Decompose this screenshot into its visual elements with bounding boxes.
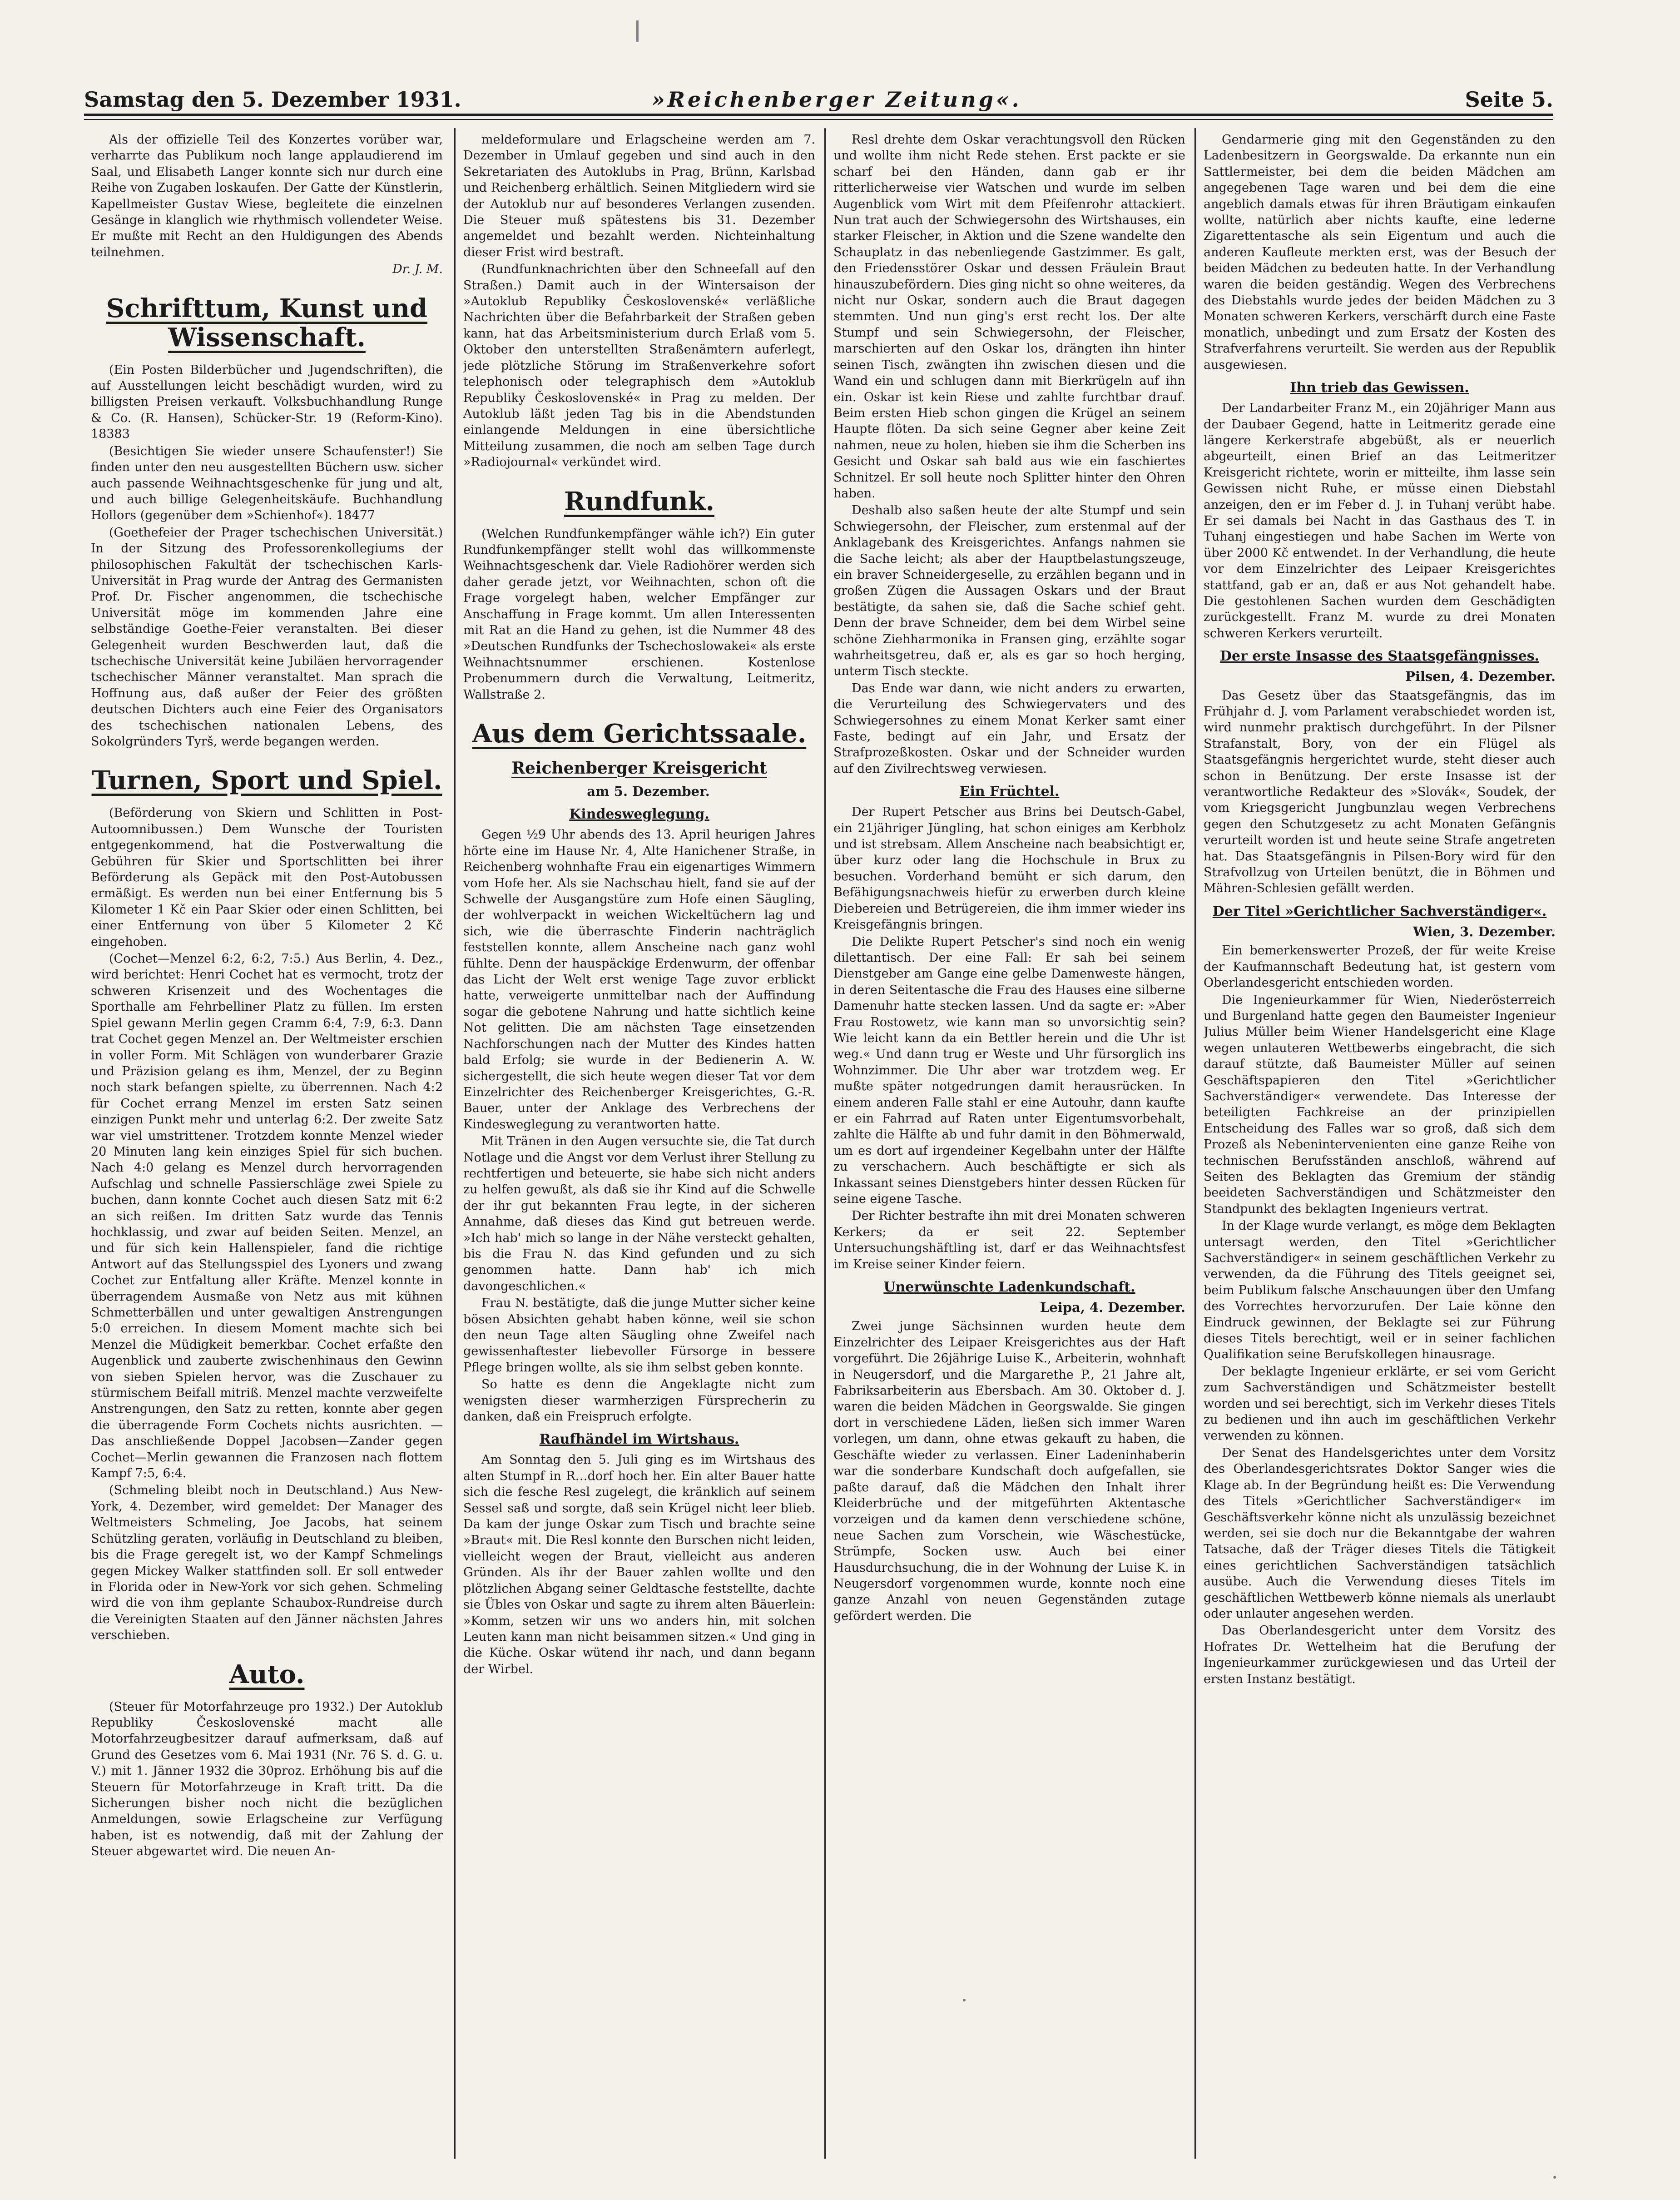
masthead-date: Samstag den 5. Dezember 1931. <box>84 87 461 112</box>
article-paragraph: meldeformulare und Erlagscheine werden am 7. Dezember in Umlauf gegeben und sind auch in den Sekretariaten des Autoklubs in Prag, Brünn, Karlsbad und Reichenberg erhältlich. Seinen Mitgliedern wird sie der Autoklub nur auf besonderes Verlangen zusenden. Die Steuer muß spätestens bis 31. Dezember angemeldet und bezahlt werden. Nichteinhaltung dieser Frist wird bestraft. <box>463 133 815 259</box>
dateline: Wien, 3. Dezember. <box>1413 924 1556 939</box>
article-paragraph: (Beförderung von Skiern und Schlitten in Post-Autoomnibussen.) Dem Wunsche der Touristen entgegenkommend, hat die Postverwaltung die Gebühren für Skier und Sportschlitten bei ihrer Beförderung als Gepäck mit den Post-Autobussen ermäßigt. Es werden nun bei einer Entfernung bis 5 Kilometer 1 Kč ein Paar Skier oder einen Schlitten, bei einer Entfernung von über 5 Kilometer 2 Kč eingehoben. <box>91 806 443 949</box>
scan-speck <box>963 1999 966 2001</box>
article-paragraph: Frau N. bestätigte, daß die junge Mutter sicher keine bösen Absichten gehabt haben könne, weil sie schon den neun Tage alten Säugling ohne Zweifel nach gewissenhaftester liebevoller Fürsorge in bessere Pflege bringen wollte, als sie ihm selbst geben konnte. <box>463 1296 815 1375</box>
article-paragraph: Gendarmerie ging mit den Gegenständen zu den Ladenbesitzern in Georgswalde. Da erkannte nun ein Sattlermeister, bei dem die beiden Mädchen am angegebenen Tage waren und bei dem die eine angeblich damals etwas für ihren Bräutigam einkaufen wollte, natürlich aber nichts kaufte, eine lederne Zigarettentasche als sein Eigentum und auch die anderen Kaufleute merkten erst, was der Besuch der beiden Mädchen zu bedeuten hatte. In der Verhandlung waren die beiden geständig. Wegen des Verbrechens des Diebstahls wurde jedes der beiden Mädchen zu 3 Monaten schweren Kerkers, verschärft durch eine Faste monatlich, unbedingt und zum Ersatz der Kosten des Strafverfahrens verurteilt. Sie werden aus der Republik ausgewiesen. <box>1204 133 1556 372</box>
section-heading-turnen: Turnen, Sport und Spiel. <box>91 765 442 796</box>
article-heading-raufhaendel: Raufhändel im Wirtshaus. <box>539 1431 739 1448</box>
section-heading-gericht: Aus dem Gerichtssaale. <box>472 719 807 749</box>
article-heading-fruechtl: Ein Früchtel. <box>959 784 1060 800</box>
article-paragraph: Der beklagte Ingenieur erklärte, er sei vom Gericht zum Sachverständigen und Schätzmeister bestellt worden und sei berechtigt, sich im Verkehr dieses Titels zu bedienen und ihn auch im geschäftlichen Verkehr verwenden zu können. <box>1204 1364 1556 1443</box>
article-paragraph: (Cochet—Menzel 6:2, 6:2, 7:5.) Aus Berlin, 4. Dez., wird berichtet: Henri Cochet hat es vermocht, trotz der schweren Krisenzeit und des Wochentages die Sporthalle am Fehrbelliner Platz zu füllen. Im ersten Spiel gewann Merlin gegen Cramm 6:4, 7:9, 6:3. Dann trat Cochet gegen Menzel an. Der Weltmeister erschien in voller Form. Mit Schlägen von wunderbarer Grazie und Präzision gelang es ihm, Menzel, der zu Beginn noch stark befangen spielte, zu überrennen. Nach 4:2 für Cochet errang Menzel im ersten Satz seinen einzigen Punkt mehr und unterlag 6:2. Der zweite Satz war viel umstrittener. Trotzdem konnte Menzel wieder 20 Minuten lang kein einziges Spiel für sich buchen. Nach 4:0 gelang es Menzel durch hervorragenden Aufschlag und schnelle Passierschläge zwei Spiele zu buchen, dann konnte Cochet auch diesen Satz mit 6:2 an sich reißen. Im dritten Satz wurde das Tennis hochklassig, und zwar auf beiden Seiten. Menzel, an und für sich kein Hallenspieler, fand die richtige Antwort auf das Stellungsspiel des Lyoners und zwang Cochet zur Entfaltung aller Kräfte. Menzel konnte in überragendem Ausmaße von Netz aus mit kühnen Schmetterbällen und unter gewaltigen Anstrengungen 5:0 erreichen. In diesem Moment machte sich bei Menzel die Müdigkeit bemerkbar. Cochet erfaßte den Augenblick und zauberte zwischenhinaus den Gewinn von sieben Spielen hervor, was die Zuschauer zu stürmischem Beifall mitriß. Menzel machte verzweifelte Anstrengungen, den Satz zu retten, konnte aber gegen die überragende Form Cochets nichts ausrichten. — Das anschließende Doppel Jacobsen—Zander gegen Cochet—Merlin gewannen die Franzosen nach flottem Kampf 7:5, 6:4. <box>91 952 443 1481</box>
column-4 <box>1204 132 1556 2158</box>
article-paragraph: Zwei junge Sächsinnen wurden heute dem Einzelrichter des Leipaer Kreisgerichtes aus der Haft vorgeführt. Die 26jährige Luise K., Arbeiterin, wohnhaft in Neugersdorf, und die Margarethe P., 21 Jahre alt, Fabriksarbeiterin aus Ebersbach. Am 30. Oktober d. J. waren die beiden Mädchen in Georgswalde. Sie gingen dort in verschiedene Läden, ließen sich immer Waren vorlegen, um dann, ohne etwas gekauft zu haben, die Geschäfte wieder zu verlassen. Einer Ladeninhaberin war die sonderbare Kundschaft doch aufgefallen, sie paßte darauf, daß die Mädchen den Inhalt ihrer Kleiderbrüche und der mitgeführten Aktentasche vorzeigen und da kamen denn verschiedene schöne, neue Sachen zum Vorschein, wie Wäschestücke, Strümpfe, Socken usw. Auch bei einer Hausdurchsuchung, die in der Wohnung der Luise K. in Neugersdorf vorgenommen wurde, konnte noch eine ganze Anzahl von neuen Gegenständen zutage gefördert werden. Die <box>833 1319 1185 1623</box>
article-paragraph: (Rundfunknachrichten über den Schneefall auf den Straßen.) Damit auch in der Wintersaison der »Autoklub Republiky Československé« verläßliche Nachrichten über die Befahrbarkeit der Straßen geben kann, hat das Arbeitsministerium durch Erlaß vom 5. Oktober den unterstellten Straßenämtern auferlegt, jede plötzliche Störung im Straßenverkehre sofort telephonisch oder telegraphisch dem »Autoklub Republiky Československé« in Prag zu melden. Der Autoklub läßt jeden Tag bis in die Abendstunden einlangende Meldungen in eine übersichtliche Mitteilung zusammen, die noch am selben Tage durch »Radiojournal« verkündet wird. <box>463 262 815 470</box>
article-paragraph: Der Landarbeiter Franz M., ein 20jähriger Mann aus der Daubaer Gegend, hatte in Leitmeritz gerade eine längere Kerkerstrafe abgebüßt, als er neuerlich abgeurteilt, einen Brief an das Leitmeritzer Kreisgericht richtete, worin er mitteilte, ihm lasse sein Gewissen nicht Ruhe, er müsse einen Diebstahl anzeigen, den er im Feber d. J. in Tuhanj verübt habe. Er sei damals bei Nacht in das Gasthaus des T. in Tuhanj eingestiegen und habe Sachen im Werte von über 2000 Kč entwendet. In der Verhandlung, die heute vor dem Einzelrichter des Leipaer Kreisgerichtes stattfand, gab er an, daß er aus Not gehandelt habe. Die gestohlenen Sachen wurden dem Geschädigten zurückgestellt. Franz M. wurde zu drei Monaten schweren Kerkers verurteilt. <box>1204 401 1556 641</box>
column-3 <box>833 132 1185 2158</box>
subheading-kreisgericht: Reichenberger Kreisgericht <box>511 759 767 778</box>
article-paragraph: In der Klage wurde verlangt, es möge dem Beklagten untersagt werden, den Titel »Gerichtlicher Sachverständiger« in seinem geschäftlichen Verkehr zu verwenden, da die Führung des Titels geeignet sei, beim Publikum falsche Anschauungen über den Umfang des Vorrechtes hervorzurufen. Der Laie könne den Eindruck gewinnen, der Beklagte sei zur Führung dieses Titels berechtigt, weil er in seiner fachlichen Qualifikation seine Berufskollegen hinausrage. <box>1204 1219 1556 1362</box>
column-rule-2 <box>824 128 826 2159</box>
article-paragraph: (Welchen Rundfunkempfänger wähle ich?) Ein guter Rundfunkempfänger stellt wohl das willkommenste Weihnachtsgeschenk dar. Viele Radiohörer werden sich daher gerade jetzt, vor Weihnachten, schon oft die Frage vorgelegt haben, welcher Empfänger zur Anschaffung in Frage kommt. Um allen Interessenten mit Rat an die Hand zu gehen, ist die Nummer 48 des »Deutschen Rundfunks der Tschechoslowakei« als erste Weihnachtsnummer erschienen. Kostenlose Probenummern durch die Verwaltung, Leitmeritz, Wallstraße 2. <box>463 526 815 702</box>
masthead-page-number: Seite 5. <box>1465 87 1553 112</box>
article-heading-kindesweglegung: Kindesweglegung. <box>569 806 709 823</box>
article-paragraph: Am Sonntag den 5. Juli ging es im Wirtshaus des alten Stumpf in R…dorf hoch her. Ein alter Bauer hatte sich die fesche Resl zugelegt, die kränklich auf seinem Sessel saß und sorgte, daß sein Krügel nicht leer blieb. Da kam der junge Oskar zum Tisch und brachte seine »Braut« mit. Die Resl konnte den Burschen nicht leiden, vielleicht wegen der Braut, vielleicht aus anderen Gründen. Als ihr der Bauer zahlen wollte und den plötzlichen Abgang seiner Geldtasche feststellte, dachte sie Übles von Oskar und sagte zu ihrem alten Bäuerlein: »Komm, setzen wir uns wo anders hin, mit solchen Leuten kann man nicht beisammen sitzen.« Und ging in die Küche. Oskar wütend ihr nach, und dann begann der Wirbel. <box>463 1453 815 1676</box>
article-heading-ladenkundschaft: Unerwünschte Ladenkundschaft. <box>883 1279 1135 1296</box>
article-paragraph: Der Rupert Petscher aus Brins bei Deutsch-Gabel, ein 21jähriger Jüngling, hat schon einiges am Kerbholz und ist strebsam. Allem Anscheine nach beabsichtigt er, über kurz oder lang die Hochschule in Brux zu besuchen. Vorderhand bemüht er sich darum, den Befähigungsnachweis hiefür zu erwerben durch kleine Diebereien und Betrügereien, die ihm immer wieder ins Kreisgefängnis bringen. <box>833 805 1185 932</box>
article-heading-titel: Der Titel »Gerichtlicher Sachverständiger«. <box>1212 903 1547 919</box>
article-heading-gewissen: Ihn trieb das Gewissen. <box>1290 380 1469 396</box>
article-paragraph: (Schmeling bleibt noch in Deutschland.) Aus New-York, 4. Dezember, wird gemeldet: Der Manager des Weltmeisters Schmeling, Joe Jacobs, hat seinem Schützling geraten, vorläufig in Deutschland zu bleiben, bis die Frage geregelt ist, wo der Kampf Schmelings gegen Mickey Walker stattfinden soll. Er soll entweder in Florida oder in New-York vor sich gehen. Schmeling wird die von ihm geplante Schaubox-Rundreise durch die Vereinigten Staaten auf den Jänner nächsten Jahres verschieben. <box>91 1483 443 1643</box>
article-paragraph: Deshalb also saßen heute der alte Stumpf und sein Schwiegersohn, der Fleischer, zum erstenmal auf der Anklagebank des Kreisgerichtes. Anfangs nahmen sie die Sache leicht; als aber der Hauptbelastungszeuge, ein braver Schneidergeselle, zu erzählen begann und in großen Zügen die Aussagen Oskars und der Braut bestätigte, da sahen sie, daß die Sache schief geht. Denn der brave Schneider, dem bei dem Wirbel seine schöne Ziehharmonika in Fransen ging, erzählte sogar wahrheitsgetreu, daß er, als es gar so hoch herging, unterm Tisch steckte. <box>833 503 1185 679</box>
masthead <box>84 87 1553 110</box>
article-heading-staatsgefaengnis: Der erste Insasse des Staatsgefängnisses. <box>1219 648 1540 665</box>
scan-speck <box>1553 2176 1556 2179</box>
article-paragraph: Ein bemerkenswerter Prozeß, der für weite Kreise der Kaufmannschaft Bedeutung hat, ist gestern vom Oberlandesgericht entschieden worden. <box>1204 944 1556 990</box>
article-paragraph: (Ein Posten Bilderbücher und Jugendschriften), die auf Ausstellungen leicht beschädigt wurden, wird zu billigsten Preisen verkauft. Volksbuchhandlung Runge & Co. (R. Hansen), Schücker-Str. 19 (Reform-Kino). 18383 <box>91 363 443 442</box>
article-paragraph: (Goethefeier der Prager tschechischen Universität.) In der Sitzung des Professorenkollegiums der philosophischen Fakultät der tschechischen Karls-Universität in Prag wurde der Antrag des Germanisten Prof. Dr. Fischer angenommen, die tschechische Universität möge im kommenden Jahre eine selbständige Goethe-Feier veranstalten. Bei dieser Gelegenheit wurden Beschwerden laut, daß die tschechische Universität keine Jubiläen hervorragender tschechischer Männer veranstaltet. Man sprach die Hoffnung aus, daß außer der Feier des größten deutschen Dichters auch eine Feier des Organisators des tschechischen nationalen Lebens, des Sokolgründers Tyrš, werde begangen werden. <box>91 525 443 749</box>
dateline: am 5. Dezember. <box>587 784 710 799</box>
article-paragraph: Das Gesetz über das Staatsgefängnis, das im Frühjahr d. J. vom Parlament verabschiedet worden ist, wird nunmehr praktisch durchgeführt. In der Pilsner Strafanstalt, Bory, von der ein Flügel als Staatsgefängnis hergerichtet wurde, steht dieser auch schon in Benützung. Der erste Insasse ist der verantwortliche Redakteur des »Slovák«, Soudek, der vom Kriegsgericht Jungbunzlau wegen Verbrechens gegen den Schutzgesetz zu acht Monaten Gefängnis verurteilt worden ist und heute seine Strafe angetreten hat. Das Staatsgefängnis in Pilsen-Bory wird für den Strafvollzug von Urteilen benützt, die in Böhmen und Mähren-Schlesien gefällt werden. <box>1204 688 1556 896</box>
dateline: Pilsen, 4. Dezember. <box>1405 669 1556 685</box>
article-paragraph: Gegen ½9 Uhr abends des 13. April heurigen Jahres hörte eine im Hause Nr. 4, Alte Hanichener Straße, in Reichenberg wohnhafte Frau ein eigenartiges Wimmern vom Hofe her. Als sie Nachschau hielt, fand sie auf der Schwelle der Ausgangstüre zum Hofe einen Säugling, der wohlverpackt in weichen Wickeltüchern lag und sich, wie die überraschte Finderin nachträglich feststellen konnte, allem Anscheine nach ganz wohl fühlte. Denn der hauspäckige Erdenwurm, der offenbar das Licht der Welt erst wenige Tage zuvor erblickt hatte, verweigerte unmittelbar nach der Auffindung sogar die gebotene Nahrung und hatte sichtlich keine Not gelitten. Die am nächsten Tage einsetzenden Nachforschungen nach der Mutter des Kindes hatten bald Erfolg; sie wurde in der Bedienerin A. W. sichergestellt, die sich heute wegen dieser Tat vor dem Einzelrichter des Reichenberger Kreisgerichtes, G.-R. Bauer, unter der Anklage des Verbrechens der Kindesweglegung zu verantworten hatte. <box>463 828 815 1132</box>
section-heading-auto: Auto. <box>229 1659 305 1689</box>
section-heading-schrifttum: Schrifttum, Kunst und Wissenschaft. <box>106 293 428 353</box>
article-paragraph: Als der offizielle Teil des Konzertes vorüber war, verharrte das Publikum noch lange applaudierend im Saal, und Elisabeth Langer konnte sich nur durch eine Reihe von Zugaben loskaufen. Der Gatte der Künstlerin, Kapellmeister Gustav Wiese, begleitete die einzelnen Gesänge in klanglich wie rhythmisch vollendeter Weise. Er mußte mit Recht an den Huldigungen des Abends teilnehmen. <box>91 133 443 259</box>
dateline: Leipa, 4. Dezember. <box>1040 1300 1185 1316</box>
section-heading-rundfunk: Rundfunk. <box>564 486 714 516</box>
column-1 <box>91 132 443 2158</box>
article-paragraph: (Steuer für Motorfahrzeuge pro 1932.) Der Autoklub Republiky Československé macht alle Motorfahrzeugbesitzer darauf aufmerksam, daß auf Grund des Gesetzes vom 6. Mai 1931 (Nr. 76 S. d. G. u. V.) mit 1. Jänner 1932 die 30proz. Erhöhung bis auf die Steuern für Motorfahrzeuge in Kraft tritt. Da die Sicherungen bisher noch nicht die bezüglichen Anmeldungen, sowie Erlagscheine zur Verfügung haben, ist es notwendig, daß mit der Zahlung der Steuer abgewartet wird. Die neuen An- <box>91 1699 443 1859</box>
masthead-paper-title: »Reichenberger Zeitung«. <box>652 87 1022 112</box>
article-paragraph: Die Ingenieurkammer für Wien, Niederösterreich und Burgenland hatte gegen den Baumeister Ingenieur Julius Müller beim Wiener Handelsgericht eine Klage wegen unlauteren Wettbewerbs eingebracht, die sich darauf stützte, daß Baumeister Müller auf seinen Geschäftspapieren den Titel »Gerichtlicher Sachverständiger« verwendete. Das Interesse der beteiligten Fachkreise an der prinzipiellen Entscheidung des Falles war so groß, daß sich dem Prozeß als Nebenintervenienten eine ganze Reihe von technischen Berufsständen anschloß, während auf Seiten des Beklagten das Gremium der ständig beeideten Sachverständigen und Schätzmeister den Standpunkt des beklagten Ingenieurs vertrat. <box>1204 993 1556 1216</box>
article-paragraph: Der Senat des Handelsgerichtes unter dem Vorsitz des Oberlandesgerichtsrates Doktor Sanger wies die Klage ab. In der Begründung heißt es: Die Verwendung des Titels »Gerichtlicher Sachverständiger« im Geschäftsverkehr könne nicht als unzulässig bezeichnet werden, sei sie doch nur die Bekanntgabe der wahren Tatsache, daß der Träger dieses Titels die Tätigkeit eines gerichtlichen Sachverständigen tatsächlich ausübe. Auch die Verwendung dieses Titels im geschäftlichen Wettbewerb könne niemals als unerlaubt oder unlauter angesehen werden. <box>1204 1445 1556 1621</box>
article-paragraph: So hatte es denn die Angeklagte nicht zum wenigsten dieser warmherzigen Fürsprecherin zu danken, daß ein Freispruch erfolgte. <box>463 1377 815 1424</box>
article-paragraph: (Besichtigen Sie wieder unsere Schaufenster!) Sie finden unter den neu ausgestellten Büchern usw. sicher auch passende Weihnachtsgeschenke für jung und alt, und auch billige Gelegenheitskäufe. Buchhandlung Hollors (gegenüber dem »Schienhof«). 18477 <box>91 444 443 523</box>
article-paragraph: Das Ende war dann, wie nicht anders zu erwarten, die Verurteilung des Schwiegervaters und des Schwiegersohnes zu einem Monat Kerker samt einer Faste, bedingt auf ein Jahr, und Ersatz der Strafprozeßkosten. Oskar und der Schneider wurden auf den Zivilrechtsweg verwiesen. <box>833 681 1185 776</box>
column-2 <box>463 132 815 2158</box>
article-paragraph: Die Delikte Rupert Petscher's sind noch ein wenig dilettantisch. Der eine Fall: Er sah bei seinem Dienstgeber am Gange eine gelbe Damenweste hängen, in deren Seitentasche die Frau des Hauses eine silberne Damenuhr hatte stecken lassen. Und da sagte er: »Aber Frau Rostowetz, wie kann man so unvorsichtig sein? Wie leicht kann da ein Bettler herein und die Uhr ist weg.« Und dann trug er Weste und Uhr fürsorglich ins Wohnzimmer. Die Uhr aber war trotzdem weg. Er mußte später notgedrungen damit herausrücken. In einem anderen Falle stahl er eine Autouhr, dann kaufte er ein Fahrrad auf Raten unter Eigentumsvorbehalt, zahlte die Hälfte ab und fuhr damit in den Böhmerwald, um es dort auf irgendeiner Kegelbahn unter der Hälfte zu verschachern. Auch beschäftigte er sich als Inkassant seines Dienstgebers hinter dessen Rücken für seine eigene Tasche. <box>833 934 1185 1206</box>
column-rule-1 <box>454 128 456 2159</box>
article-paragraph: Der Richter bestrafte ihn mit drei Monaten schweren Kerkers; da er seit 22. September Untersuchungshäftling ist, darf er das Weihnachtsfest im Kreise seiner Kinder feiern. <box>833 1209 1185 1271</box>
article-paragraph: Das Oberlandesgericht unter dem Vorsitz des Hofrates Dr. Wettelheim hat die Berufung der Ingenieurkammer zurückgewiesen und das Urteil der ersten Instanz bestätigt. <box>1204 1624 1556 1686</box>
masthead-rule <box>84 114 1553 116</box>
article-signature: Dr. J. M. <box>392 262 443 277</box>
scan-mark <box>636 20 639 42</box>
masthead-rule-thin <box>84 119 1553 120</box>
article-paragraph: Mit Tränen in den Augen versuchte sie, die Tat durch Notlage und die Angst vor dem Verlust ihrer Stellung zu rechtfertigen und beteuerte, sie habe sich nicht anders zu helfen gewußt, als daß sie ihr Kind auf die Schwelle der ihr gut bekannten Frau legte, in der sicheren Annahme, daß dieses das Kind gut betreuen werde. »Ich hab' mich so lange in der Nähe versteckt gehalten, bis die Frau N. das Kind gefunden und zu sich genommen hatte. Dann hab' ich mich davongeschlichen.« <box>463 1134 815 1293</box>
column-rule-3 <box>1194 128 1196 2159</box>
article-paragraph: Resl drehte dem Oskar verachtungsvoll den Rücken und wollte ihm nicht Rede stehen. Erst packte er sie scharf bei den Händen, dann gab er ihr ritterlicherweise vier Watschen und wurde im selben Augenblick vom Wirt mit dem Pfeifenrohr attackiert. Nun trat auch der Schwiegersohn des Wirtshauses, ein starker Fleischer, in Aktion und die Szene wandelte den Schauplatz in das nebenliegende Gastzimmer. Es galt, den Friedensstörer Oskar und dessen Fräulein Braut hinauszubefördern. Dies ging nicht so ohne weiteres, da nicht nur Oskar, sondern auch die Braut dagegen stemmten. Und nun ging's erst recht los. Der alte Stumpf und sein Schwiegersohn, der Fleischer, marschierten auf den Oskar los, drängten ihn hinter seinen Tisch, zwängten ihn zwischen diesen und die Wand ein und schlugen dann mit Bierkrügeln auf ihn ein. Oskar ist kein Riese und zahlte furchtbar drauf. Beim ersten Hieb schon gingen die Krügel an seinem Haupte flöten. Da sich seine Gegner aber keine Zeit nahmen, neue zu holen, hieben sie ihm die Scherben ins Gesicht und Oskar sah bald aus wie ein faschiertes Schnitzel. Er soll heute noch Splitter hinter den Ohren haben. <box>833 133 1185 501</box>
